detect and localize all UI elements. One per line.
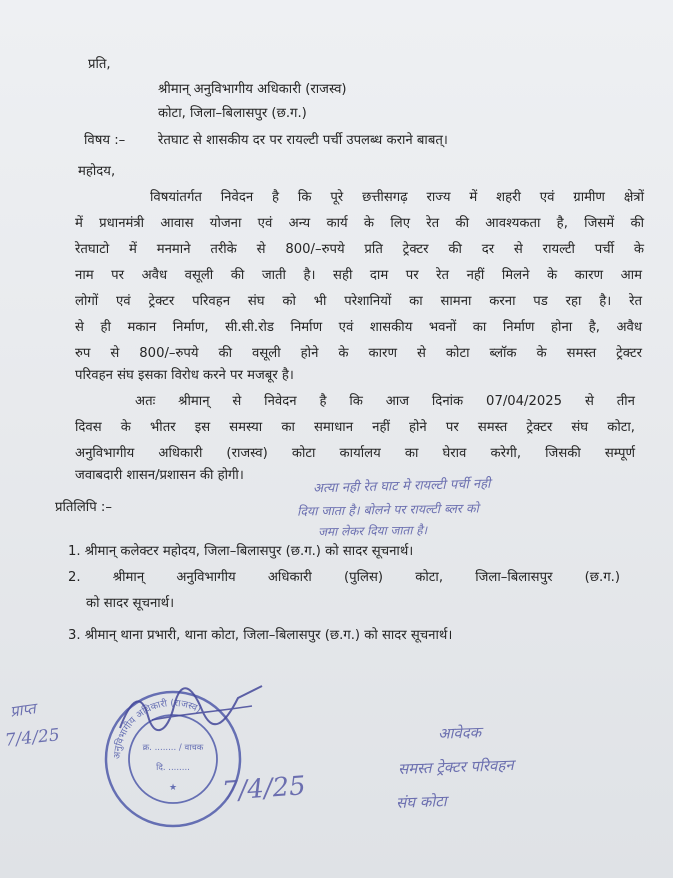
body-paragraph-2-line: अनुविभागीय अधिकारी (राजस्व) कोटा कार्यालय का घेराव करेगी, जिसकी सम्पूर्ण [75, 446, 635, 461]
signature-line: आवेदक [437, 723, 482, 743]
body-paragraph-1-line: परिवहन संघ इसका विरोध करने पर मजबूर है। [75, 368, 294, 383]
stamp-line-1: क्र. ........ / वाचक [142, 743, 204, 753]
body-paragraph-2-line: दिवस के भीतर इस समस्या का समाधान नहीं होने पर समस्त ट्रेक्टर संघ कोटा, [75, 420, 635, 435]
cc-item: 2. श्रीमान् अनुविभागीय अधिकारी (पुलिस) कोटा, जिला–बिलासपुर (छ.ग.) [68, 570, 620, 585]
signature-line: समस्त ट्रेक्टर परिवहन [397, 755, 514, 779]
stamp-star-icon: ★ [168, 783, 178, 793]
body-paragraph-1-line: रेतघाटो में मनमाने तरीके से 800/–रुपये प्रति ट्रेक्टर की दर से रायल्टी पर्ची के [75, 242, 644, 257]
recipient-line-1: श्रीमान् अनुविभागीय अधिकारी (राजस्व) [158, 82, 347, 97]
signature-line: संघ कोटा [395, 792, 447, 812]
stamp-handwritten-date: 7/4/25 [221, 771, 307, 807]
handwritten-receipt-label: प्राप्त [8, 699, 37, 721]
salutation: महोदय, [78, 164, 116, 179]
handwritten-note-line: दिया जाता है। बोलने पर रायल्टी ब्लर को [296, 499, 479, 519]
stamp-line-2: दि. ........ [156, 763, 190, 773]
body-paragraph-1-line: नाम पर अवैध वसूली की जाती है। सही दाम पर रेत नहीं मिलने के कारण आम [75, 268, 642, 283]
to-label: प्रति, [88, 57, 111, 72]
body-paragraph-1-line: में प्रधानमंत्री आवास योजना एवं अन्य कार्य के लिए रेत की आवश्यकता है, जिसमें की [75, 216, 644, 231]
subject-label: विषय :– [84, 133, 126, 148]
body-paragraph-1-line: विषयांतर्गत निवेदन है कि पूरे छत्तीसगढ़ राज्य में शहरी एवं ग्रामीण क्षेत्रों [150, 190, 644, 205]
cc-label: प्रतिलिपि :– [55, 500, 112, 515]
cc-item: 3. श्रीमान् थाना प्रभारी, थाना कोटा, जिला–बिलासपुर (छ.ग.) को सादर सूचनार्थ। [68, 628, 453, 643]
handwritten-receipt-date: 7/4/25 [4, 725, 61, 751]
cc-item: 1. श्रीमान् कलेक्टर महोदय, जिला–बिलासपुर (छ.ग.) को सादर सूचनार्थ। [68, 544, 414, 559]
stamp-ring-text: अनुविभागीय अधिकारी (राजस्व) [111, 697, 203, 760]
cc-item-continued: को सादर सूचनार्थ। [86, 596, 175, 611]
handwritten-note-line: जमा लेकर दिया जाता है। [317, 523, 428, 539]
body-paragraph-1-line: लोगों एवं ट्रेक्टर परिवहन संघ को भी परेशानियों का सामना करना पड रहा है। रेत [75, 294, 642, 309]
body-paragraph-2-line: अतः श्रीमान् से निवेदन है कि आज दिनांक 07/04/2025 से तीन [135, 394, 635, 409]
subject-text: रेतघाट से शासकीय दर पर रायल्टी पर्ची उपलब्ध कराने बाबत्। [158, 133, 448, 148]
body-paragraph-2-line: जवाबदारी शासन/प्रशासन की होगी। [75, 468, 244, 483]
officer-signature [112, 676, 272, 746]
body-paragraph-1-line: से ही मकान निर्माण, सी.सी.रोड निर्माण एवं शासकीय भवनों का निर्माण होना है, अवैध [75, 320, 642, 335]
body-paragraph-1-line: रुप से 800/–रुपये की वसूली होने के कारण से कोटा ब्लॉक के समस्त ट्रेक्टर [75, 346, 642, 361]
recipient-line-2: कोटा, जिला–बिलासपुर (छ.ग.) [158, 106, 307, 121]
handwritten-note-line: अत्या नही रेत घाट मे रायल्टी पर्ची नही [312, 476, 491, 497]
